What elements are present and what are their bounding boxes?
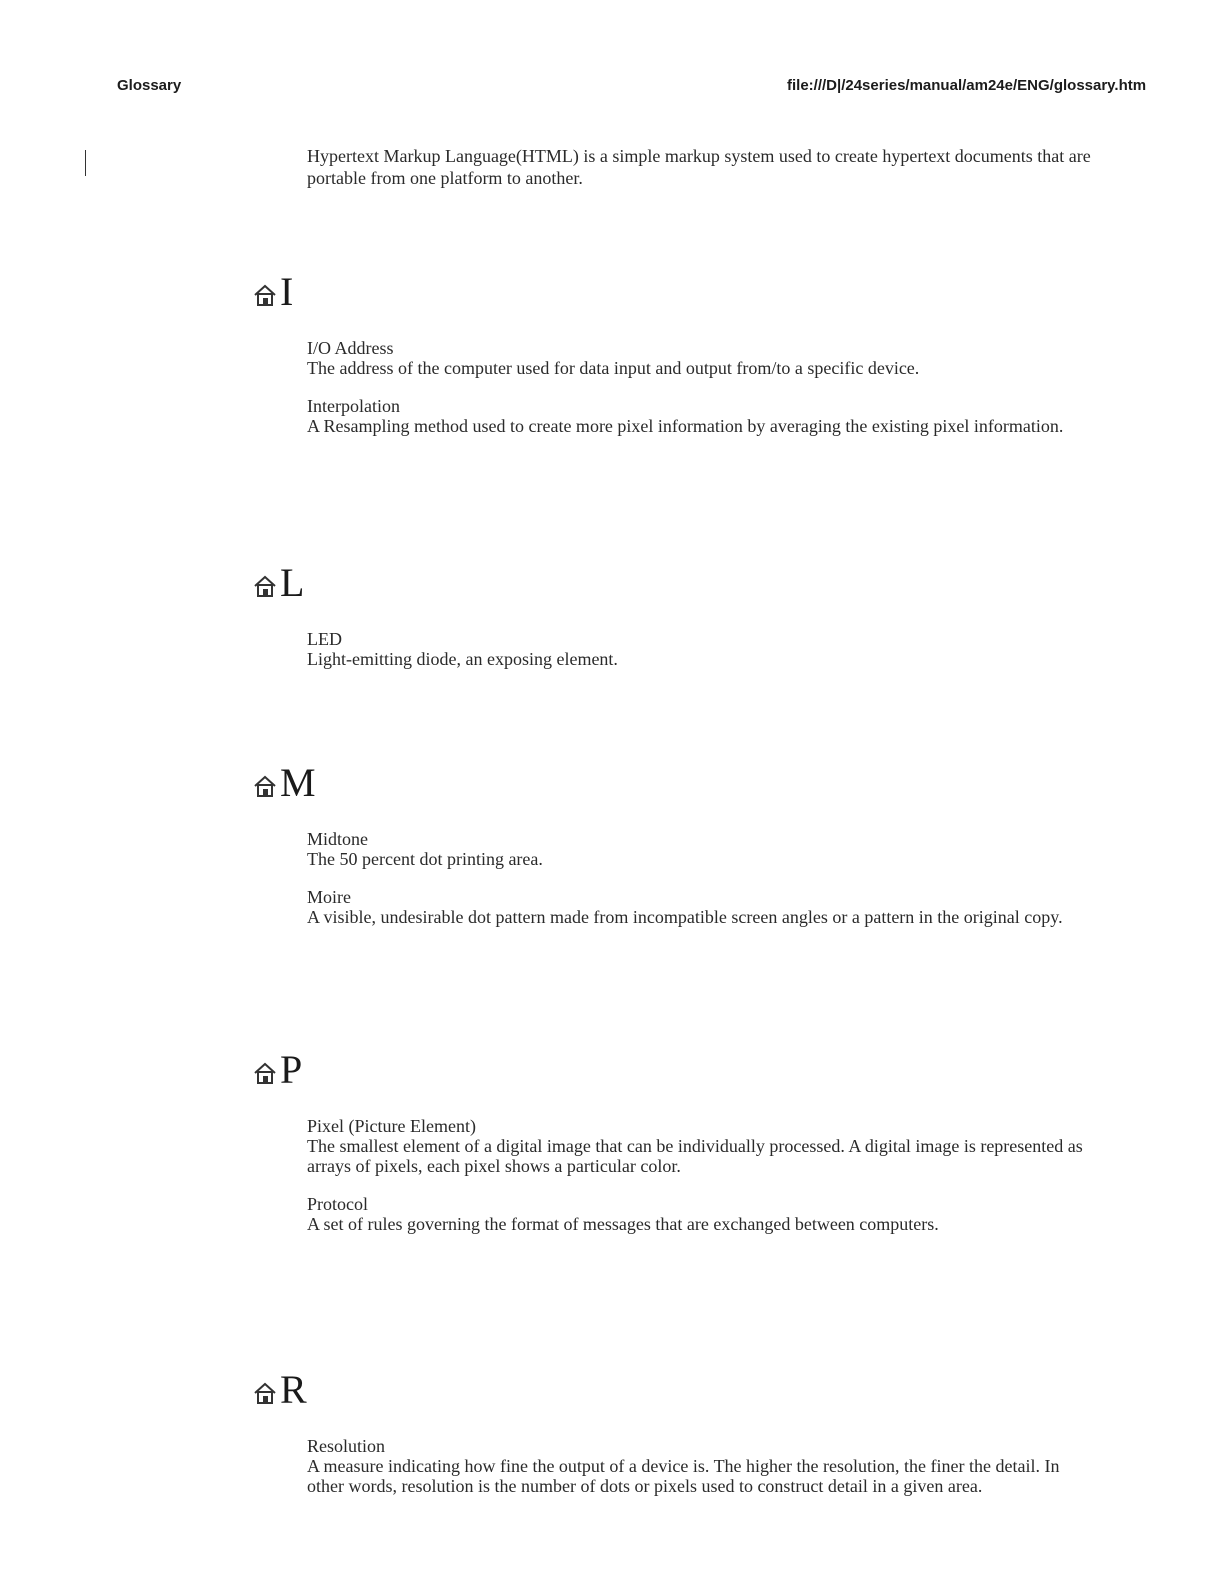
margin-mark [85, 150, 86, 176]
page-url: file:///D|/24series/manual/am24e/ENG/glossary.htm [787, 77, 1147, 94]
entry-definition: The smallest element of a digital image that can be individually processed. A digital image is represented as arrays of pixels, each pixel shows a particular color. [307, 1136, 1083, 1176]
entry-term: Resolution [307, 1436, 386, 1456]
entry-term: LED [307, 629, 342, 649]
glossary-entry [307, 629, 1097, 669]
home-icon[interactable] [252, 573, 278, 599]
glossary-entry [307, 1194, 1097, 1234]
entry-term: Protocol [307, 1194, 368, 1214]
entry-list [252, 338, 1152, 436]
section-r [252, 1360, 1152, 1496]
page-title: Glossary [117, 77, 182, 94]
entry-list [252, 1116, 1152, 1234]
intro-definition: Hypertext Markup Language(HTML) is a simple markup system used to create hypertext documents that are portable from one platform to another. [307, 146, 1091, 188]
entry-list [252, 1436, 1152, 1496]
section-i [252, 262, 1152, 436]
home-icon[interactable] [252, 773, 278, 799]
section-letter: M [280, 760, 316, 805]
section-heading [252, 262, 1152, 312]
entry-term: Pixel (Picture Element) [307, 1116, 476, 1136]
section-letter: L [280, 560, 305, 605]
entry-definition: The 50 percent dot printing area. [307, 849, 543, 869]
section-letter: I [280, 269, 294, 314]
section-p [252, 1040, 1152, 1234]
entry-term: I/O Address [307, 338, 394, 358]
page-header [0, 0, 1224, 110]
glossary-entry [307, 1116, 1097, 1176]
section-heading [252, 1360, 1152, 1410]
home-icon[interactable] [252, 1060, 278, 1086]
entry-definition: A visible, undesirable dot pattern made from incompatible screen angles or a pattern in the original copy. [307, 907, 1063, 927]
entry-term: Interpolation [307, 396, 400, 416]
entry-definition: A measure indicating how fine the output of a device is. The higher the resolution, the finer the detail. In other words, resolution is the number of dots or pixels used to construct detail in a given area. [307, 1456, 1060, 1496]
entry-definition: A set of rules governing the format of messages that are exchanged between computers. [307, 1214, 939, 1234]
home-icon[interactable] [252, 282, 278, 308]
home-icon[interactable] [252, 1380, 278, 1406]
entry-list [252, 829, 1152, 927]
glossary-entry [307, 396, 1097, 436]
glossary-entry [307, 338, 1097, 378]
entry-list [252, 629, 1152, 669]
glossary-entry [307, 829, 1097, 869]
section-letter: P [280, 1047, 303, 1092]
entry-definition: A Resampling method used to create more pixel information by averaging the existing pixel information. [307, 416, 1064, 436]
section-heading [252, 753, 1152, 803]
entry-definition: The address of the computer used for data input and output from/to a specific device. [307, 358, 920, 378]
glossary-entry [307, 1436, 1097, 1496]
section-m [252, 753, 1152, 927]
entry-term: Moire [307, 887, 351, 907]
section-heading [252, 553, 1152, 603]
entry-term: Midtone [307, 829, 368, 849]
entry-definition: Light-emitting diode, an exposing element. [307, 649, 618, 669]
section-heading [252, 1040, 1152, 1090]
section-l [252, 553, 1152, 669]
glossary-entry [307, 887, 1097, 927]
section-letter: R [280, 1367, 307, 1412]
